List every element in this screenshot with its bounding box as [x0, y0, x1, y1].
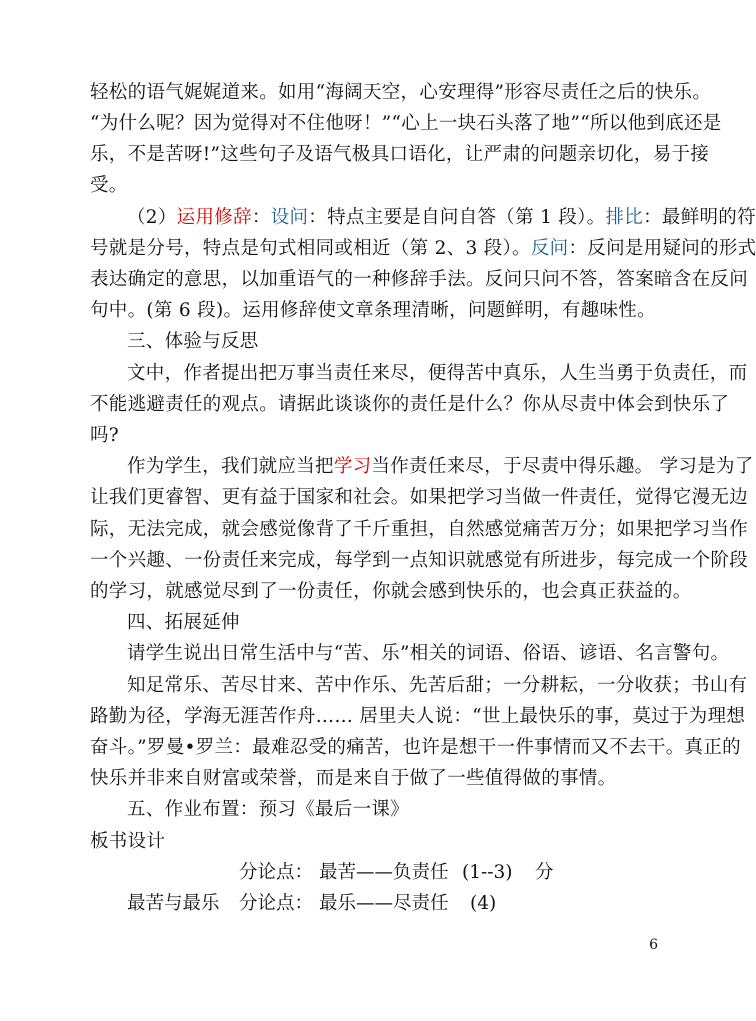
- paragraph-line: 奋斗。”罗曼•罗兰：最难忍受的痛苦，也许是想干一件事情而又不去干。真正的: [90, 737, 741, 758]
- text-segment: 作为学生，我们就应当把: [127, 456, 334, 477]
- text-segment: ：最鲜明的符: [643, 207, 756, 228]
- page-number: 6: [649, 937, 658, 953]
- item-prefix: （2）: [127, 207, 177, 228]
- paragraph-line: 表达确定的意思，以加重语气的一种修辞手法。反问只问不答，答案暗含在反问: [90, 269, 749, 290]
- board-title: 板书设计: [90, 831, 166, 852]
- paragraph-line: 吗?: [90, 425, 120, 446]
- answer-line-1: [127, 456, 754, 478]
- board-point-label: 分论点：: [239, 862, 314, 883]
- paragraph-line: 文中，作者提出把万事当责任来尽，便得苦中真乐，人生当勇于负责任，而: [127, 363, 748, 384]
- board-fen: 分: [535, 862, 554, 883]
- paragraph-line: 知足常乐、苦尽甘来、苦中作乐、先苦后甜；一分耕耘，一分收获；书山有: [127, 675, 748, 696]
- paragraph-line: 路勤为径，学海无涯苦作舟…… 居里夫人说：“世上最快乐的事，莫过于为理想: [90, 706, 746, 727]
- text-segment: ：反问是用疑问的形式: [568, 238, 756, 259]
- section-heading-3: 三、体验与反思: [127, 331, 259, 352]
- rhetoric-line-2: [90, 238, 756, 260]
- paragraph-line: 际，无法完成，就会感觉像背了千斤重担，自然感觉痛苦万分；如果把学习当作: [90, 519, 749, 540]
- paragraph-line: “为什么呢？因为觉得对不住他呀！”“心上一块石头落了地”“所以他到底还是: [90, 113, 722, 134]
- board-main-topic: 最苦与最乐: [127, 893, 220, 914]
- text-segment: ：特点主要是自问自答（第 1 段）。: [308, 207, 606, 228]
- paragraph-line: 快乐并非来自财富或荣誉，而是来自于做了一些值得做的事情。: [90, 768, 617, 789]
- paragraph-line: 句中。(第 6 段)。运用修辞使文章条理清晰，问题鲜明，有趣味性。: [90, 300, 656, 321]
- section-heading-4: 四、拓展延伸: [127, 612, 240, 633]
- rhetoric-label: 运用修辞: [176, 207, 252, 228]
- paragraph-line: 的学习，就感觉尽到了一份责任，你就会感到快乐的，也会真正获益的。: [90, 581, 692, 602]
- label-fanwen: 反问: [530, 238, 569, 259]
- label-shewen: 设问: [270, 207, 309, 228]
- paragraph-line: 让我们更睿智、更有益于国家和社会。如果把学习当做一件责任，觉得它漫无边: [90, 487, 749, 508]
- paragraph-line: 一个兴趣、一份责任来完成，每学到一点知识就感觉有所进步，每完成一个阶段: [90, 550, 749, 571]
- colon: ：: [251, 207, 271, 228]
- rhetoric-line-1: [127, 207, 756, 229]
- section-heading-5: 五、作业布置：预习《最后一课》: [127, 799, 410, 820]
- board-range: (4): [470, 893, 497, 914]
- board-point-bitter: 最苦——负责任: [319, 862, 449, 883]
- paragraph-line: 乐，不是苦呀!”这些句子及语气极具口语化，让严肃的问题亲切化，易于接: [90, 144, 710, 165]
- board-point-joy: 最乐——尽责任: [319, 893, 449, 914]
- paragraph-line: 轻松的语气娓娓道来。如用“海阔天空，心安理得”形容尽责任之后的快乐。: [90, 82, 712, 103]
- text-segment: 当作责任来尽，于尽责中得乐趣。 学习是为了: [371, 456, 754, 477]
- highlight-study: 学习: [333, 456, 372, 477]
- paragraph-line: 受。: [90, 175, 128, 196]
- paragraph-line: 请学生说出日常生活中与“苦、乐”相关的词语、俗语、谚语、名言警句。: [127, 643, 730, 664]
- paragraph-line: 不能逃避责任的观点。请据此谈谈你的责任是什么？你从尽责中体会到快乐了: [90, 394, 730, 415]
- text-segment: 号就是分号，特点是句式相同或相近（第 2、3 段）。: [90, 238, 531, 259]
- label-paibi: 排比: [605, 207, 644, 228]
- board-point-label: 分论点：: [239, 893, 314, 914]
- board-range: (1--3): [462, 862, 513, 883]
